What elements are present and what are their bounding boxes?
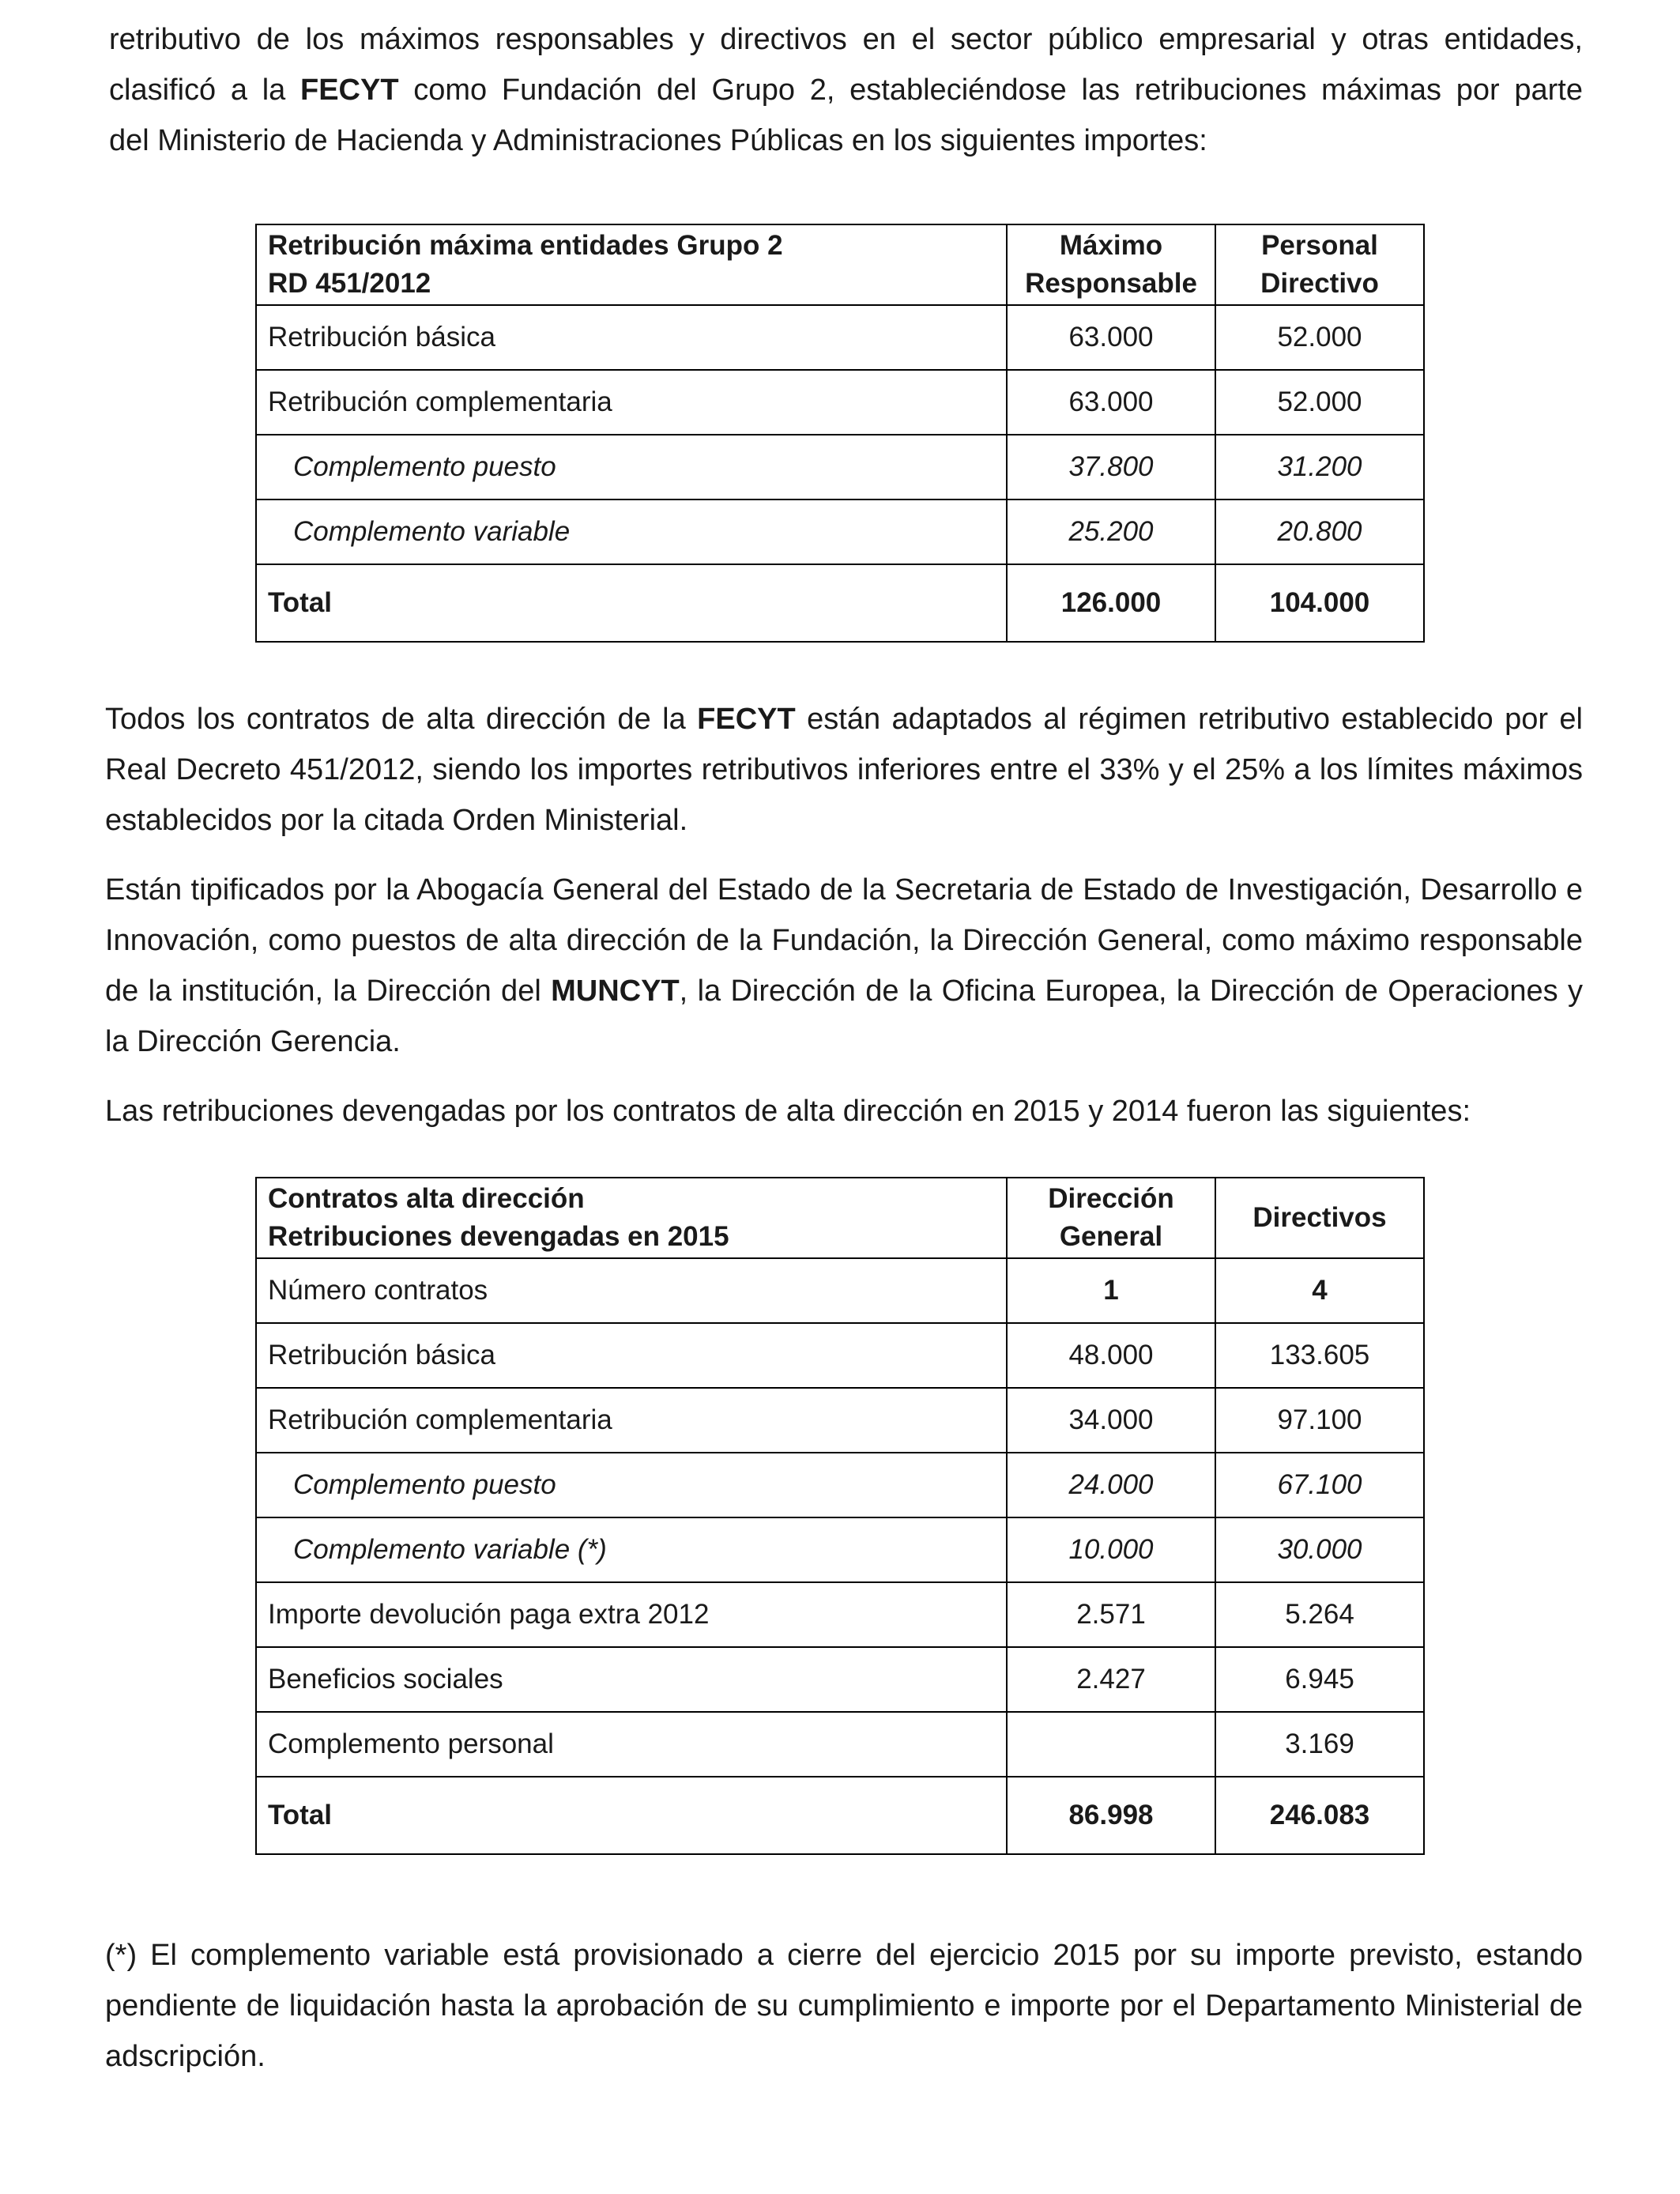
- paragraph-positions: Están tipificados por la Abogacía General del Estado de la Secretaria de Estado de Investigación, Desarrollo e Innovación, como puestos de alta dirección de la Fundación, la Dirección General, como máximo responsable de la institución, la Dirección del MUNCYT, la Dirección de la Oficina Europea, la Dirección de Operaciones y la Dirección Gerencia.: [105, 873, 1583, 1058]
- header-col-direccion-general: Dirección General: [1007, 1178, 1215, 1258]
- header-col-max-responsable: Máximo Responsable: [1007, 224, 1215, 305]
- table-row: Retribución complementaria 63.000 52.000: [256, 370, 1424, 435]
- table-row: Número contratos 1 4: [256, 1258, 1424, 1323]
- header-col-directivos: Directivos: [1215, 1178, 1424, 1258]
- header-col-personal-directivo: Personal Directivo: [1215, 224, 1424, 305]
- intro-paragraph: [109, 14, 1583, 166]
- table-header-row: [256, 224, 1424, 305]
- table-total-row: Total 86.998 246.083: [256, 1777, 1424, 1854]
- header-label: Contratos alta dirección Retribuciones devengadas en 2015: [256, 1178, 1007, 1258]
- footnote: (*) El complemento variable está provisionado a cierre del ejercicio 2015 por su importe previsto, estando pendiente de liquidación hasta la aprobación de su cumplimiento e importe por el Departamento Ministerial de adscripción.: [105, 1939, 1583, 2073]
- table-row: Complemento puesto 37.800 31.200: [256, 435, 1424, 499]
- intro-line-3: del Ministerio de Hacienda y Administraciones Públicas en los siguientes importes:: [109, 124, 1207, 157]
- intro-line-1: retributivo de los máximos responsables y directivos en el sector público empresarial y otras entidades,: [109, 23, 1583, 56]
- fecyt-bold: FECYT: [299, 74, 399, 107]
- paragraph-retributions-intro: Las retribuciones devengadas por los contratos de alta dirección en 2015 y 2014 fueron las siguientes:: [105, 1095, 1471, 1128]
- table-row: Complemento puesto 24.000 67.100: [256, 1453, 1424, 1517]
- table-total-row: Total 126.000 104.000: [256, 564, 1424, 642]
- table-row: Complemento personal 3.169: [256, 1712, 1424, 1777]
- table-row: Retribución básica 63.000 52.000: [256, 305, 1424, 370]
- table-max-retribution: [255, 224, 1425, 643]
- table-row: Beneficios sociales 2.427 6.945: [256, 1647, 1424, 1712]
- paragraph-contracts-adapted: Todos los contratos de alta dirección de la FECYT están adaptados al régimen retributivo establecido por el Real Decreto 451/2012, siendo los importes retributivos inferiores entre el 33% y el 25% a los límites máximos establecidos por la citada Orden Ministerial.: [105, 703, 1583, 837]
- table-header-row: [256, 1178, 1424, 1258]
- table-retributions-2015: [255, 1177, 1425, 1855]
- table-row: Retribución complementaria 34.000 97.100: [256, 1388, 1424, 1453]
- table-row: Importe devolución paga extra 2012 2.571 5.264: [256, 1582, 1424, 1647]
- header-label: Retribución máxima entidades Grupo 2 RD 451/2012: [256, 224, 1007, 305]
- intro-line-2: clasificó a la FECYT como Fundación del Grupo 2, estableciéndose las retribuciones máximas por parte: [109, 74, 1584, 107]
- table-row: Retribución básica 48.000 133.605: [256, 1323, 1424, 1388]
- table-row: Complemento variable (*) 10.000 30.000: [256, 1517, 1424, 1582]
- table-row: Complemento variable 25.200 20.800: [256, 499, 1424, 564]
